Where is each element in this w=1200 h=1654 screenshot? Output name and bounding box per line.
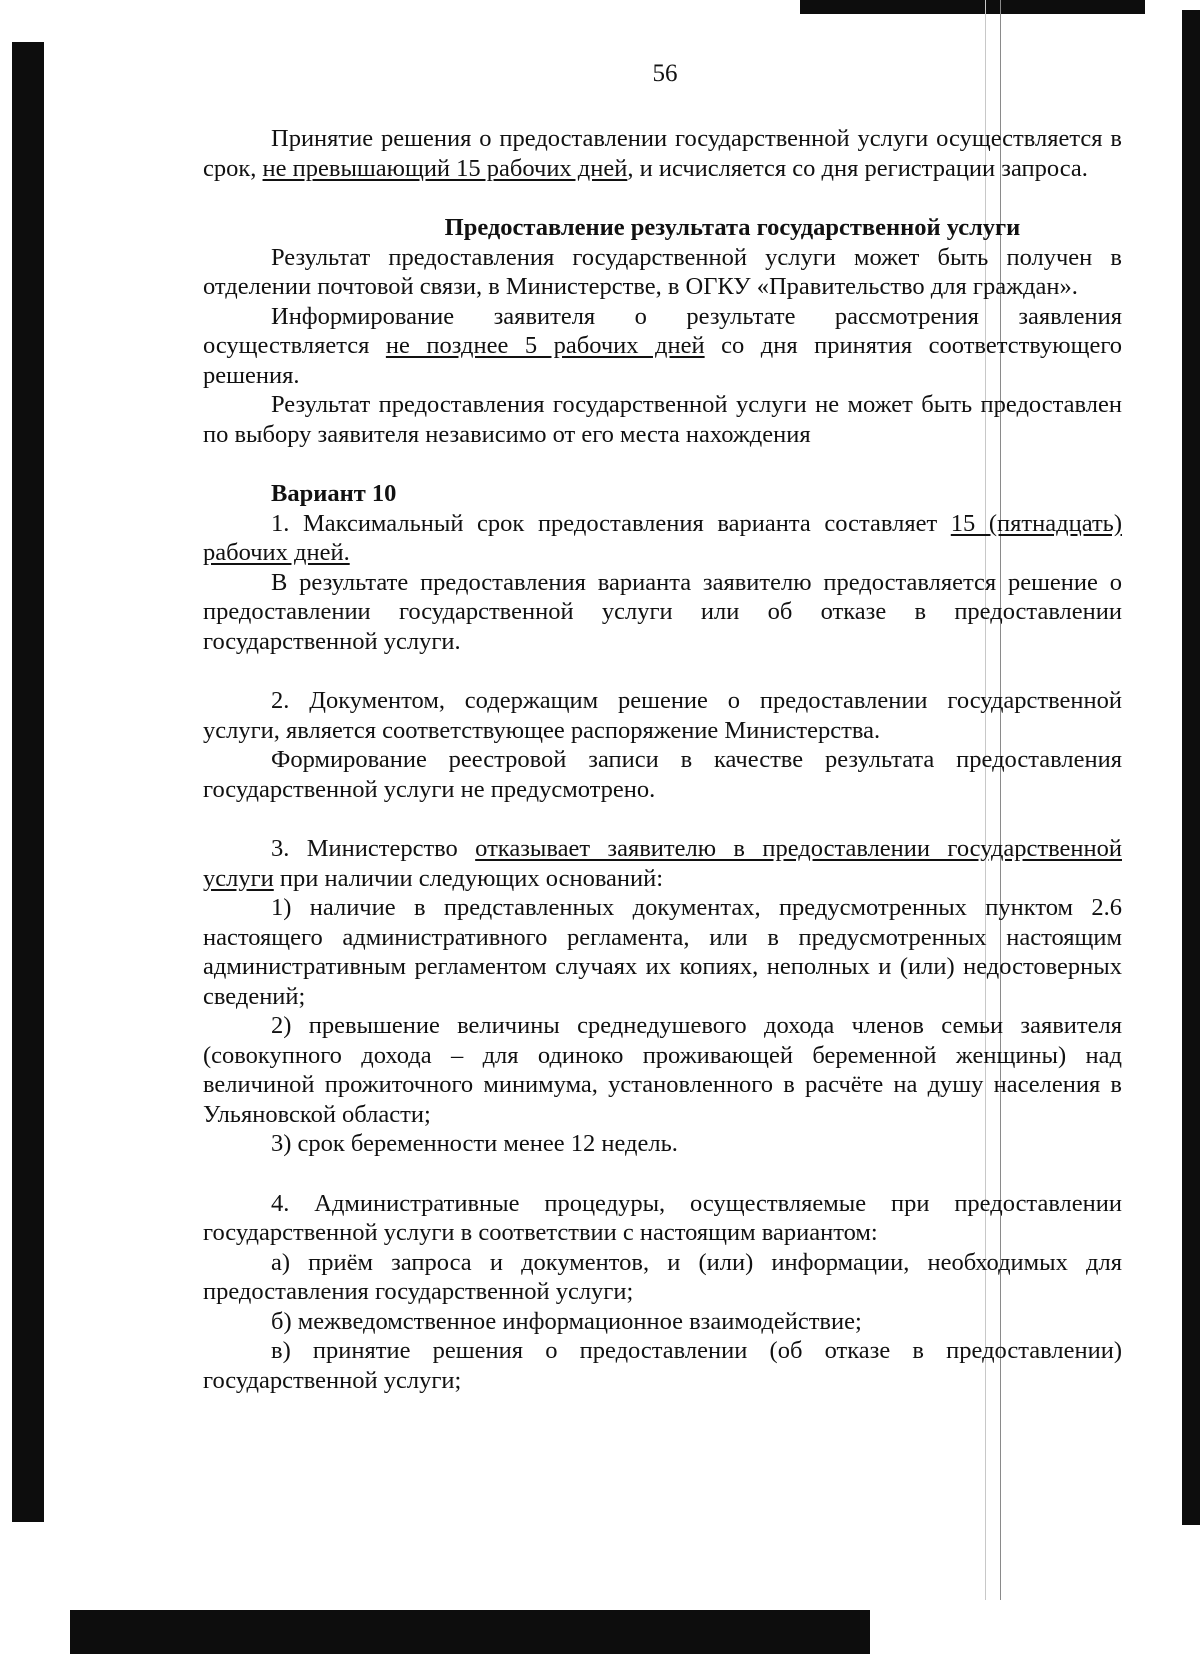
paragraph-decision-document: 2. Документом, содержащим решение о предоставлении государственной услуги, является соответствующее распоряжение Министерства. (203, 687, 1122, 744)
scan-edge-left (12, 42, 44, 1522)
document-body (203, 124, 1122, 1395)
underlined-term: не превышающий 15 рабочих дней (262, 154, 628, 182)
underlined-max-term: 15 (пятнадцать) рабочих дней. (203, 509, 1122, 566)
list-item-ground-2: 2) превышение величины среднедушевого дохода членов семьи заявителя (совокупного дохода – для одиноко проживающей беременной женщины) над величиной прожиточного минимума, установленного в расчёте на душу населения в Ульяновской области; (203, 1012, 1122, 1128)
paragraph-refusal: 3. Министерство отказывает заявителю в предоставлении государственной услуги при наличии следующих оснований: (203, 835, 1122, 892)
paragraph-informing: Информирование заявителя о результате рассмотрения заявления осуществляется не позднее 5 рабочих дней со дня принятия соответствующего решения. (203, 302, 1123, 389)
scan-edge-top (800, 0, 1145, 14)
paragraph-result-delivery: Результат предоставления государственной услуги может быть получен в отделении почтовой связи, в Министерстве, в ОГКУ «Правительство для граждан». (203, 243, 1122, 300)
scan-edge-bottom (70, 1610, 870, 1654)
list-item-procedure-a: а) приём запроса и документов, и (или) информации, необходимых для предоставления государственной услуги; (203, 1248, 1122, 1305)
list-item-procedure-b: б) межведомственное информационное взаимодействие; (271, 1307, 862, 1335)
list-item-procedure-c: в) принятие решения о предоставлении (об отказе в предоставлении) государственной услуги; (203, 1337, 1122, 1394)
underlined-deadline: не позднее 5 рабочих дней (385, 332, 705, 359)
paragraph-procedures: 4. Административные процедуры, осуществляемые при предоставлении государственной услуги в соответствии с настоящим вариантом: (203, 1189, 1122, 1246)
paragraph-decision-term: Принятие решения о предоставлении государственной услуги осуществляется в срок, не превышающий 15 рабочих дней, и исчисляется со дня регистрации запроса. (203, 125, 1122, 182)
paragraph-registry-record: Формирование реестровой записи в качестве результата предоставления государственной услуги не предусмотрено. (203, 746, 1122, 803)
list-item-ground-1: 1) наличие в представленных документах, предусмотренных пунктом 2.6 настоящего административного регламента, или в предусмотренных настоящим административным регламентом случаях их копиях, неполных и (или) недостоверных сведений; (203, 894, 1122, 1010)
scan-edge-right (1182, 10, 1200, 1525)
underlined-refusal: отказывает заявителю в предоставлении государственной услуги (203, 835, 1122, 892)
variant-heading: Вариант 10 (271, 480, 397, 507)
paragraph-result-location: Результат предоставления государственной услуги не может быть предоставлен по выбору заявителя независимо от его места нахождения (203, 391, 1122, 448)
paragraph-max-term: 1. Максимальный срок предоставления варианта составляет 15 (пятнадцать) рабочих дней. (203, 509, 1122, 566)
list-item-ground-3: 3) срок беременности менее 12 недель. (271, 1130, 678, 1157)
page-number: 56 (652, 60, 678, 87)
section-heading: Предоставление результата государственной услуги (444, 214, 1021, 241)
paragraph-variant-result: В результате предоставления варианта заявителю предоставляется решение о предоставлении государственной услуги или об отказе в предоставлении государственной услуги. (203, 568, 1122, 655)
